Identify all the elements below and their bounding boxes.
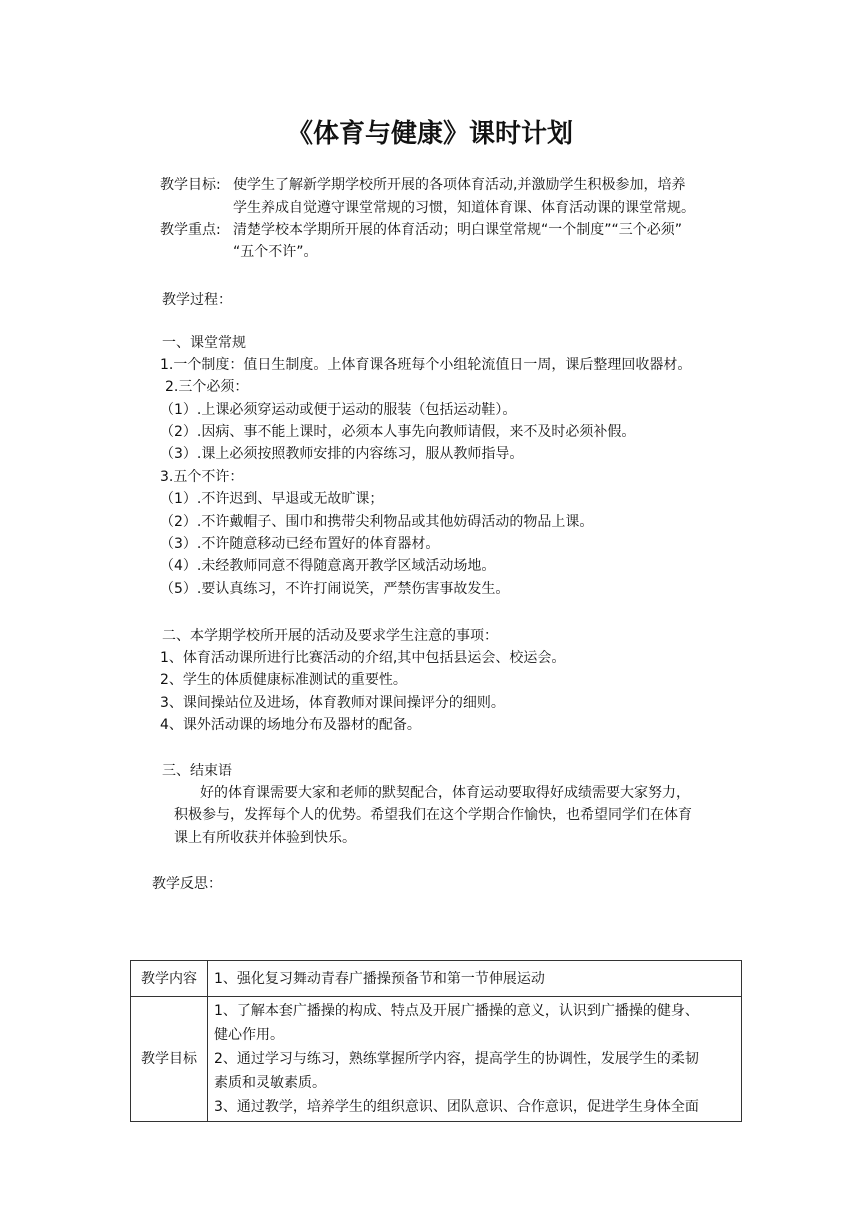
section2-item1: 1、体育活动课所进行比赛活动的介绍,其中包括县运会、校运会。 [160,650,566,666]
focus-label: 教学重点: [160,222,221,238]
objective-text-line: 3、通过教学，培养学生的组织意识、团队意识、合作意识，促进学生身体全面 [214,1099,699,1115]
table-header-objectives: 教学目标 [131,997,208,1122]
table-row [131,961,742,997]
section3-line1: 好的体育课需要大家和老师的默契配合，体育运动要取得好成绩需要大家努力， [200,785,690,801]
table-cell-objectives [208,997,742,1122]
focus-line-1: 清楚学校本学期所开展的体育活动；明白课堂常规“一个制度”“三个必须” [233,222,683,238]
objective-text-line: 1、了解本套广播操的构成、特点及开展广播操的意义，认识到广播操的健身、 [214,1003,699,1019]
objective-line-2: 学生养成自觉遵守课堂常规的习惯，知道体育课、体育活动课的课堂常规。 [233,200,695,216]
objective-text-line: 健心作用。 [214,1027,284,1043]
objective-text-line: 素质和灵敏素质。 [214,1075,326,1091]
section1-item2-sub3: （3）.课上必须按照教师安排的内容练习，服从教师指导。 [160,446,524,462]
objective-label: 教学目标: [160,177,221,193]
objective-text-line: 2、通过学习与练习，熟练掌握所学内容，提高学生的协调性，发展学生的柔韧 [214,1051,699,1067]
section1-item3-sub2: （2）.不许戴帽子、围巾和携带尖利物品或其他妨碍活动的物品上课。 [160,514,594,530]
section3-line2: 积极参与，发挥每个人的优势。希望我们在这个学期合作愉快，也希望同学们在体育 [174,807,692,823]
objective-line-1: 使学生了解新学期学校所开展的各项体育活动,并激励学生积极参加，培养 [233,177,686,193]
section2-item4: 4、课外活动课的场地分布及器材的配备。 [160,717,421,733]
section2-item2: 2、学生的体质健康标准测试的重要性。 [160,672,407,688]
lesson-plan-table [130,960,742,1122]
section1-item3-sub3: （3）.不许随意移动已经布置好的体育器材。 [160,536,440,552]
section1-item3-sub4: （4）.未经教师同意不得随意离开教学区域活动场地。 [160,558,496,574]
section1-item3: 3.五个不许： [160,469,244,485]
section3-heading: 三、结束语 [162,763,232,779]
section3-line3: 课上有所收获并体验到快乐。 [174,830,356,846]
focus-line-2: “五个不许”。 [233,244,318,260]
process-heading: 教学过程： [162,292,232,308]
section1-item2-sub1: （1）.上课必须穿运动或便于运动的服装（包括运动鞋）。 [160,402,517,418]
section1-item2: 2.三个必须： [165,379,249,395]
table-cell-content: 1、强化复习舞动青春广播操预备节和第一节伸展运动 [208,961,742,997]
document-title: 《体育与健康》课时计划 [286,119,573,149]
section1-item3-sub1: （1）.不许迟到、早退或无故旷课； [160,491,384,507]
table-header-content: 教学内容 [131,961,208,997]
table-row [131,997,742,1122]
reflection-heading: 教学反思： [152,876,222,892]
section1-item1: 1.一个制度：值日生制度。上体育课各班每个小组轮流值日一周，课后整理回收器材。 [160,357,692,373]
section1-heading: 一、课堂常规 [162,335,246,351]
section2-item3: 3、课间操站位及进场，体育教师对课间操评分的细则。 [160,695,505,711]
section1-item3-sub5: （5）.要认真练习，不许打闹说笑，严禁伤害事故发生。 [160,581,510,597]
section2-heading: 二、本学期学校所开展的活动及要求学生注意的事项： [162,628,498,644]
section1-item2-sub2: （2）.因病、事不能上课时，必须本人事先向教师请假，来不及时必须补假。 [160,424,636,440]
